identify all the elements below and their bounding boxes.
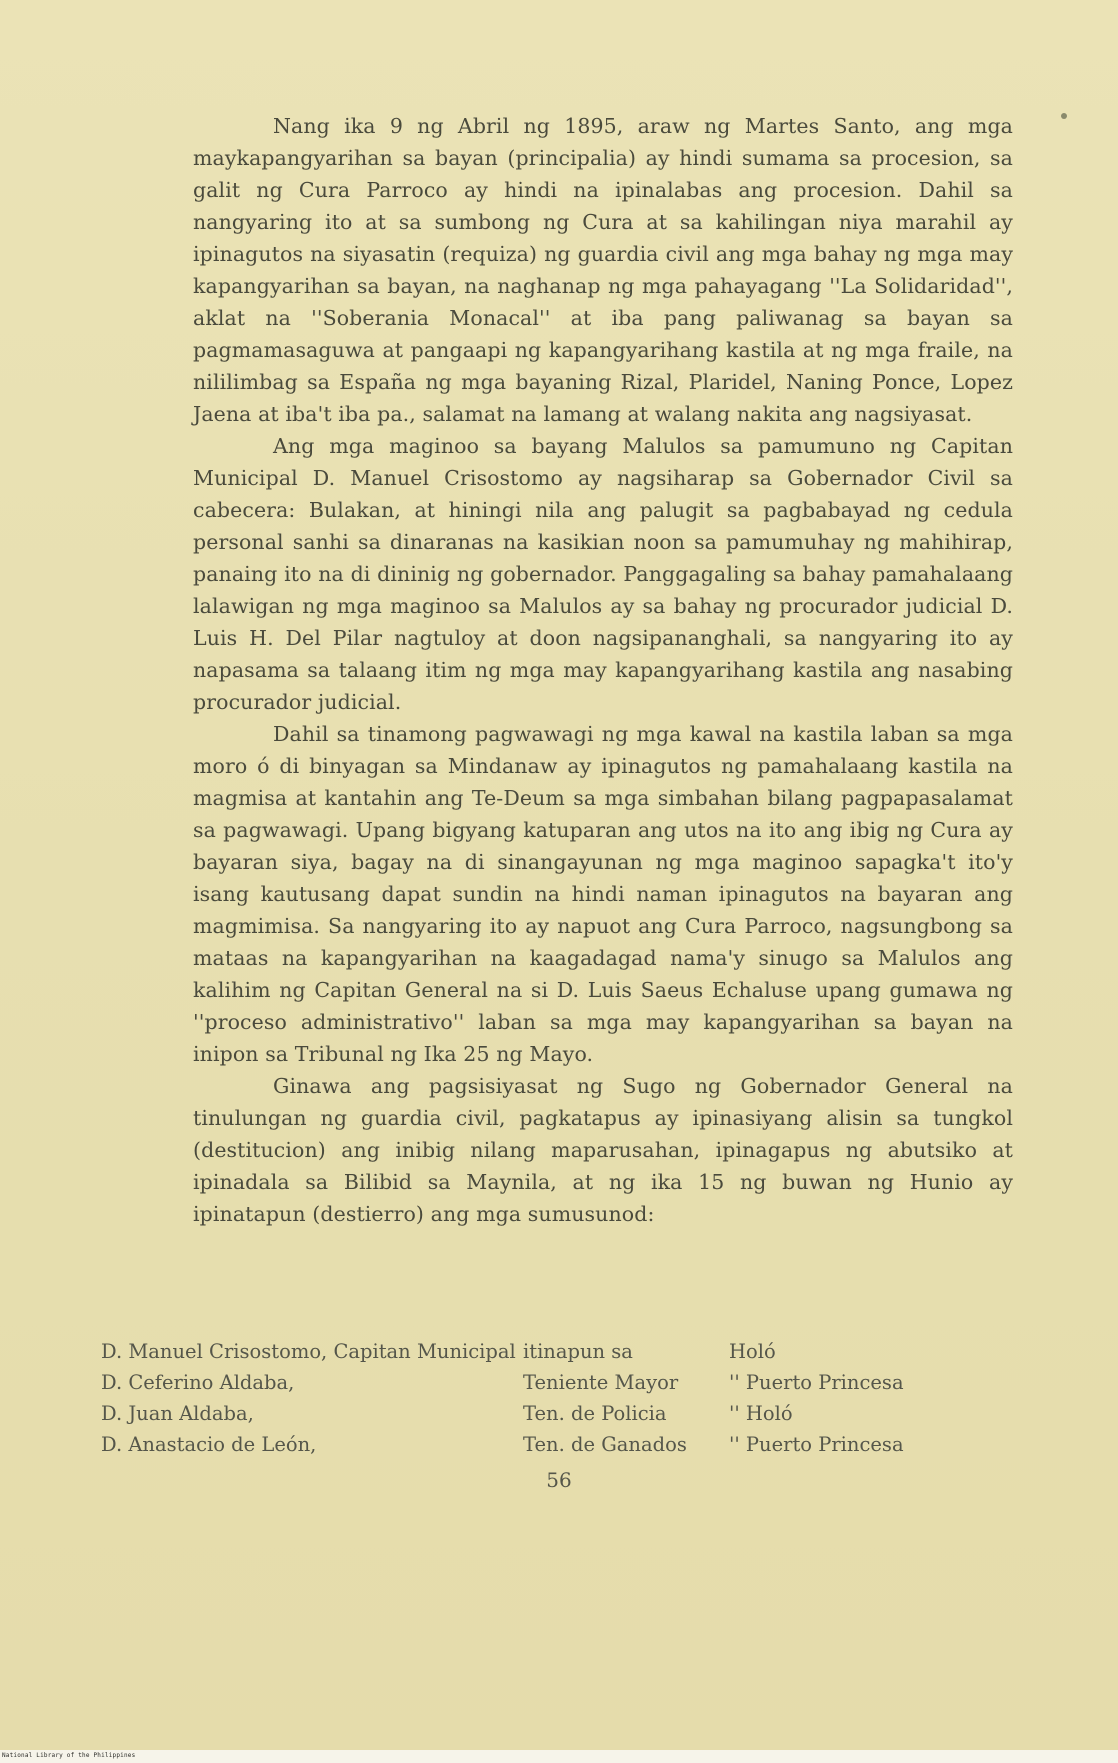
exile-position: itinapun sa	[523, 1340, 633, 1363]
list-item	[101, 1398, 1001, 1429]
list-item	[101, 1429, 1001, 1460]
exile-name: D. Anastacio de León,	[101, 1433, 317, 1456]
paragraph-1: Nang ika 9 ng Abril ng 1895, araw ng Martes Santo, ang mga maykapangyarihan sa bayan (principalia) ay hindi sumama sa procesion, sa galit ng Cura Parroco ay hindi na ipinalabas ang procesion. Dahil sa nangyaring ito at sa sumbong ng Cura at sa kahilingan niya marahil ay ipinagutos na siyasatin (requiza) ng guardia civil ang mga bahay ng mga may kapangyarihan sa bayan, na naghanap ng mga pahayagang ''La Solidaridad'', aklat na ''Soberania Monacal'' at iba pang paliwanag sa bayan sa pagmamasaguwa at pangaapi ng kapangyarihang kastila at ng mga fraile, na nililimbag sa España ng mga bayaning Rizal, Plaridel, Naning Ponce, Lopez Jaena at iba't iba pa., salamat na lamang at walang nakita ang nagsiyasat.	[193, 114, 1013, 426]
exile-position: Ten. de Policia	[523, 1402, 667, 1425]
exile-name: D. Manuel Crisostomo, Capitan Municipal	[101, 1340, 516, 1363]
exile-list	[101, 1336, 1001, 1460]
list-item	[101, 1336, 1001, 1367]
library-credit: National Library of the Philippines	[2, 1752, 136, 1759]
exile-position: Ten. de Ganados	[523, 1433, 687, 1456]
exile-name: D. Ceferino Aldaba,	[101, 1371, 295, 1394]
exile-position: Teniente Mayor	[523, 1371, 679, 1394]
exile-place: '' Puerto Princesa	[729, 1433, 904, 1456]
paragraph-4: Ginawa ang pagsisiyasat ng Sugo ng Gobernador General na tinulungan ng guardia civil, pagkatapus ay ipinasiyang alisin sa tungkol (destitucion) ang inibig nilang maparusahan, ipinagapus ng abutsiko at ipinadala sa Bilibid sa Maynila, at ng ika 15 ng buwan ng Hunio ay ipinatapun (destierro) ang mga sumusunod:	[193, 1074, 1013, 1226]
paragraph-2: Ang mga maginoo sa bayang Malulos sa pamumuno ng Capitan Municipal D. Manuel Crisostomo ay nagsiharap sa Gobernador Civil sa cabecera: Bulakan, at hiningi nila ang palugit sa pagbabayad ng cedula personal sanhi sa dinaranas na kasikian noon sa pamumuhay ng mahihirap, panaing ito na di dininig ng gobernador. Panggagaling sa bahay pamahalaang lalawigan ng mga maginoo sa Malulos ay sa bahay ng procurador judicial D. Luis H. Del Pilar nagtuloy at doon nagsipananghali, sa nangyaring ito ay napasama sa talaang itim ng mga may kapangyarihang kastila ang nasabing procurador judicial.	[193, 434, 1013, 714]
exile-place: '' Puerto Princesa	[729, 1371, 904, 1394]
exile-place: '' Holó	[729, 1402, 793, 1425]
ink-speck	[1061, 113, 1067, 119]
exile-name: D. Juan Aldaba,	[101, 1402, 254, 1425]
page-number: 56	[546, 1468, 572, 1492]
list-item	[101, 1367, 1001, 1398]
exile-place: Holó	[729, 1340, 776, 1363]
paragraph-3: Dahil sa tinamong pagwawagi ng mga kawal na kastila laban sa mga moro ó di binyagan sa Mindanaw ay ipinagutos ng pamahalaang kastila na magmisa at kantahin ang Te-Deum sa mga simbahan bilang pagpapasalamat sa pagwawagi. Upang bigyang katuparan ang utos na ito ang ibig ng Cura ay bayaran siya, bagay na di sinangayunan ng mga maginoo sapagka't ito'y isang kautusang dapat sundin na hindi naman ipinagutos na bayaran ang magmimisa. Sa nangyaring ito ay napuot ang Cura Parroco, nagsungbong sa mataas na kapangyarihan na kaagadagad nama'y sinugo sa Malulos ang kalihim ng Capitan General na si D. Luis Saeus Echaluse upang gumawa ng ''proceso administrativo'' laban sa mga may kapangyarihan sa bayan na inipon sa Tribunal ng Ika 25 ng Mayo.	[193, 722, 1013, 1066]
scan-margin	[0, 1750, 1118, 1763]
body-text	[193, 110, 1013, 1230]
